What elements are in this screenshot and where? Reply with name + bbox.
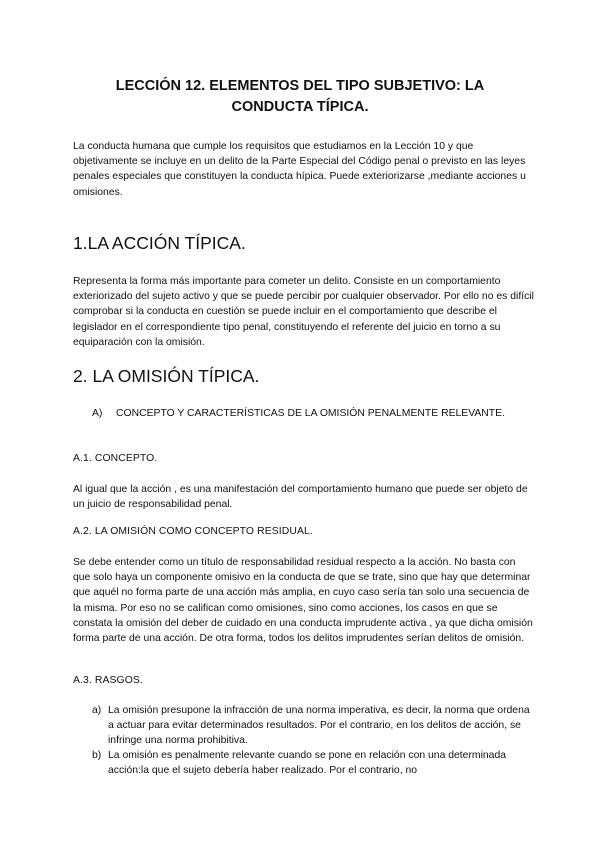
- subsection-a-heading: [92, 407, 505, 421]
- subsection-a-label: A): [92, 408, 103, 419]
- title-line-2: CONDUCTA TÍPICA.: [231, 99, 369, 115]
- section-1-heading: 1.LA ACCIÓN TÍPICA.: [73, 233, 246, 253]
- a3-heading: A.3. RASGOS.: [73, 675, 143, 686]
- subsection-a-text: CONCEPTO Y CARACTERÍSTICAS DE LA OMISIÓN PENALMENTE RELEVANTE.: [116, 408, 505, 419]
- a2-body: Se debe entender como un título de responsabilidad residual respecto a la acción. No basta con que solo haya un componente omisivo en la conducta de que se trate, sino que hay que determinar que aquél no forma parte de una acción más amplia, en cuyo caso sería tan solo una secuencia de la misma. Por eso no se califican como omisiones, sino como acciones, los casos en que se constata la omisión del deber de cuidado en una conducta imprudente activa , ya que dicha omisión forma parte de una acción. De otra forma, todos los delitos imprudentes serían delitos de omisión.: [73, 557, 533, 645]
- intro-paragraph: La conducta humana que cumple los requisitos que estudiamos en la Lección 10 y que objetivamente se incluye en un delito de la Parte Especial del Código penal o previsto en las leyes penales especiales que constituyen la conducta hípica. Puede exteriorizarse ,mediante acciones u omisiones.: [73, 141, 526, 198]
- list-item-marker: b): [92, 750, 102, 761]
- list-item: [92, 703, 535, 749]
- list-item-marker: a): [92, 705, 102, 716]
- list-item: [92, 748, 535, 778]
- a1-body: Al igual que la acción , es una manifestación del comportamiento humano que puede ser objeto de un juicio de responsabilidad penal.: [73, 484, 528, 511]
- title-line-1: LECCIÓN 12. ELEMENTOS DEL TIPO SUBJETIVO: LA: [115, 78, 485, 94]
- section-2-heading: 2. LA OMISIÓN TÍPICA.: [73, 366, 260, 386]
- list-item-text: La omisión es penalmente relevante cuando se pone en relación con una determinada acción:la que el sujeto debería haber realizado. Por el contrario, no: [108, 750, 506, 777]
- a1-heading: A.1. CONCEPTO.: [73, 453, 158, 464]
- section-1-body: Representa la forma más importante para cometer un delito. Consiste en un comportamiento exteriorizado del sujeto activo y que se puede percibir por cualquier observador. Por ello no es difícil comprobar si la conducta en cuestión se puede incluir en el comportamiento que describe el legislador en el correspondiente tipo penal, constituyendo el referente del juicio en torno a su equiparación con la omisión.: [73, 276, 534, 348]
- page-title: [60, 76, 540, 118]
- a2-heading: A.2. LA OMISIÓN COMO CONCEPTO RESIDUAL.: [73, 526, 313, 537]
- list-item-text: La omisión presupone la infracción de una norma imperativa, es decir, la norma que ordena a actuar para evitar determinados resultados. Por el contrario, en los delitos de acción, se infringe una norma prohibitiva.: [108, 705, 530, 747]
